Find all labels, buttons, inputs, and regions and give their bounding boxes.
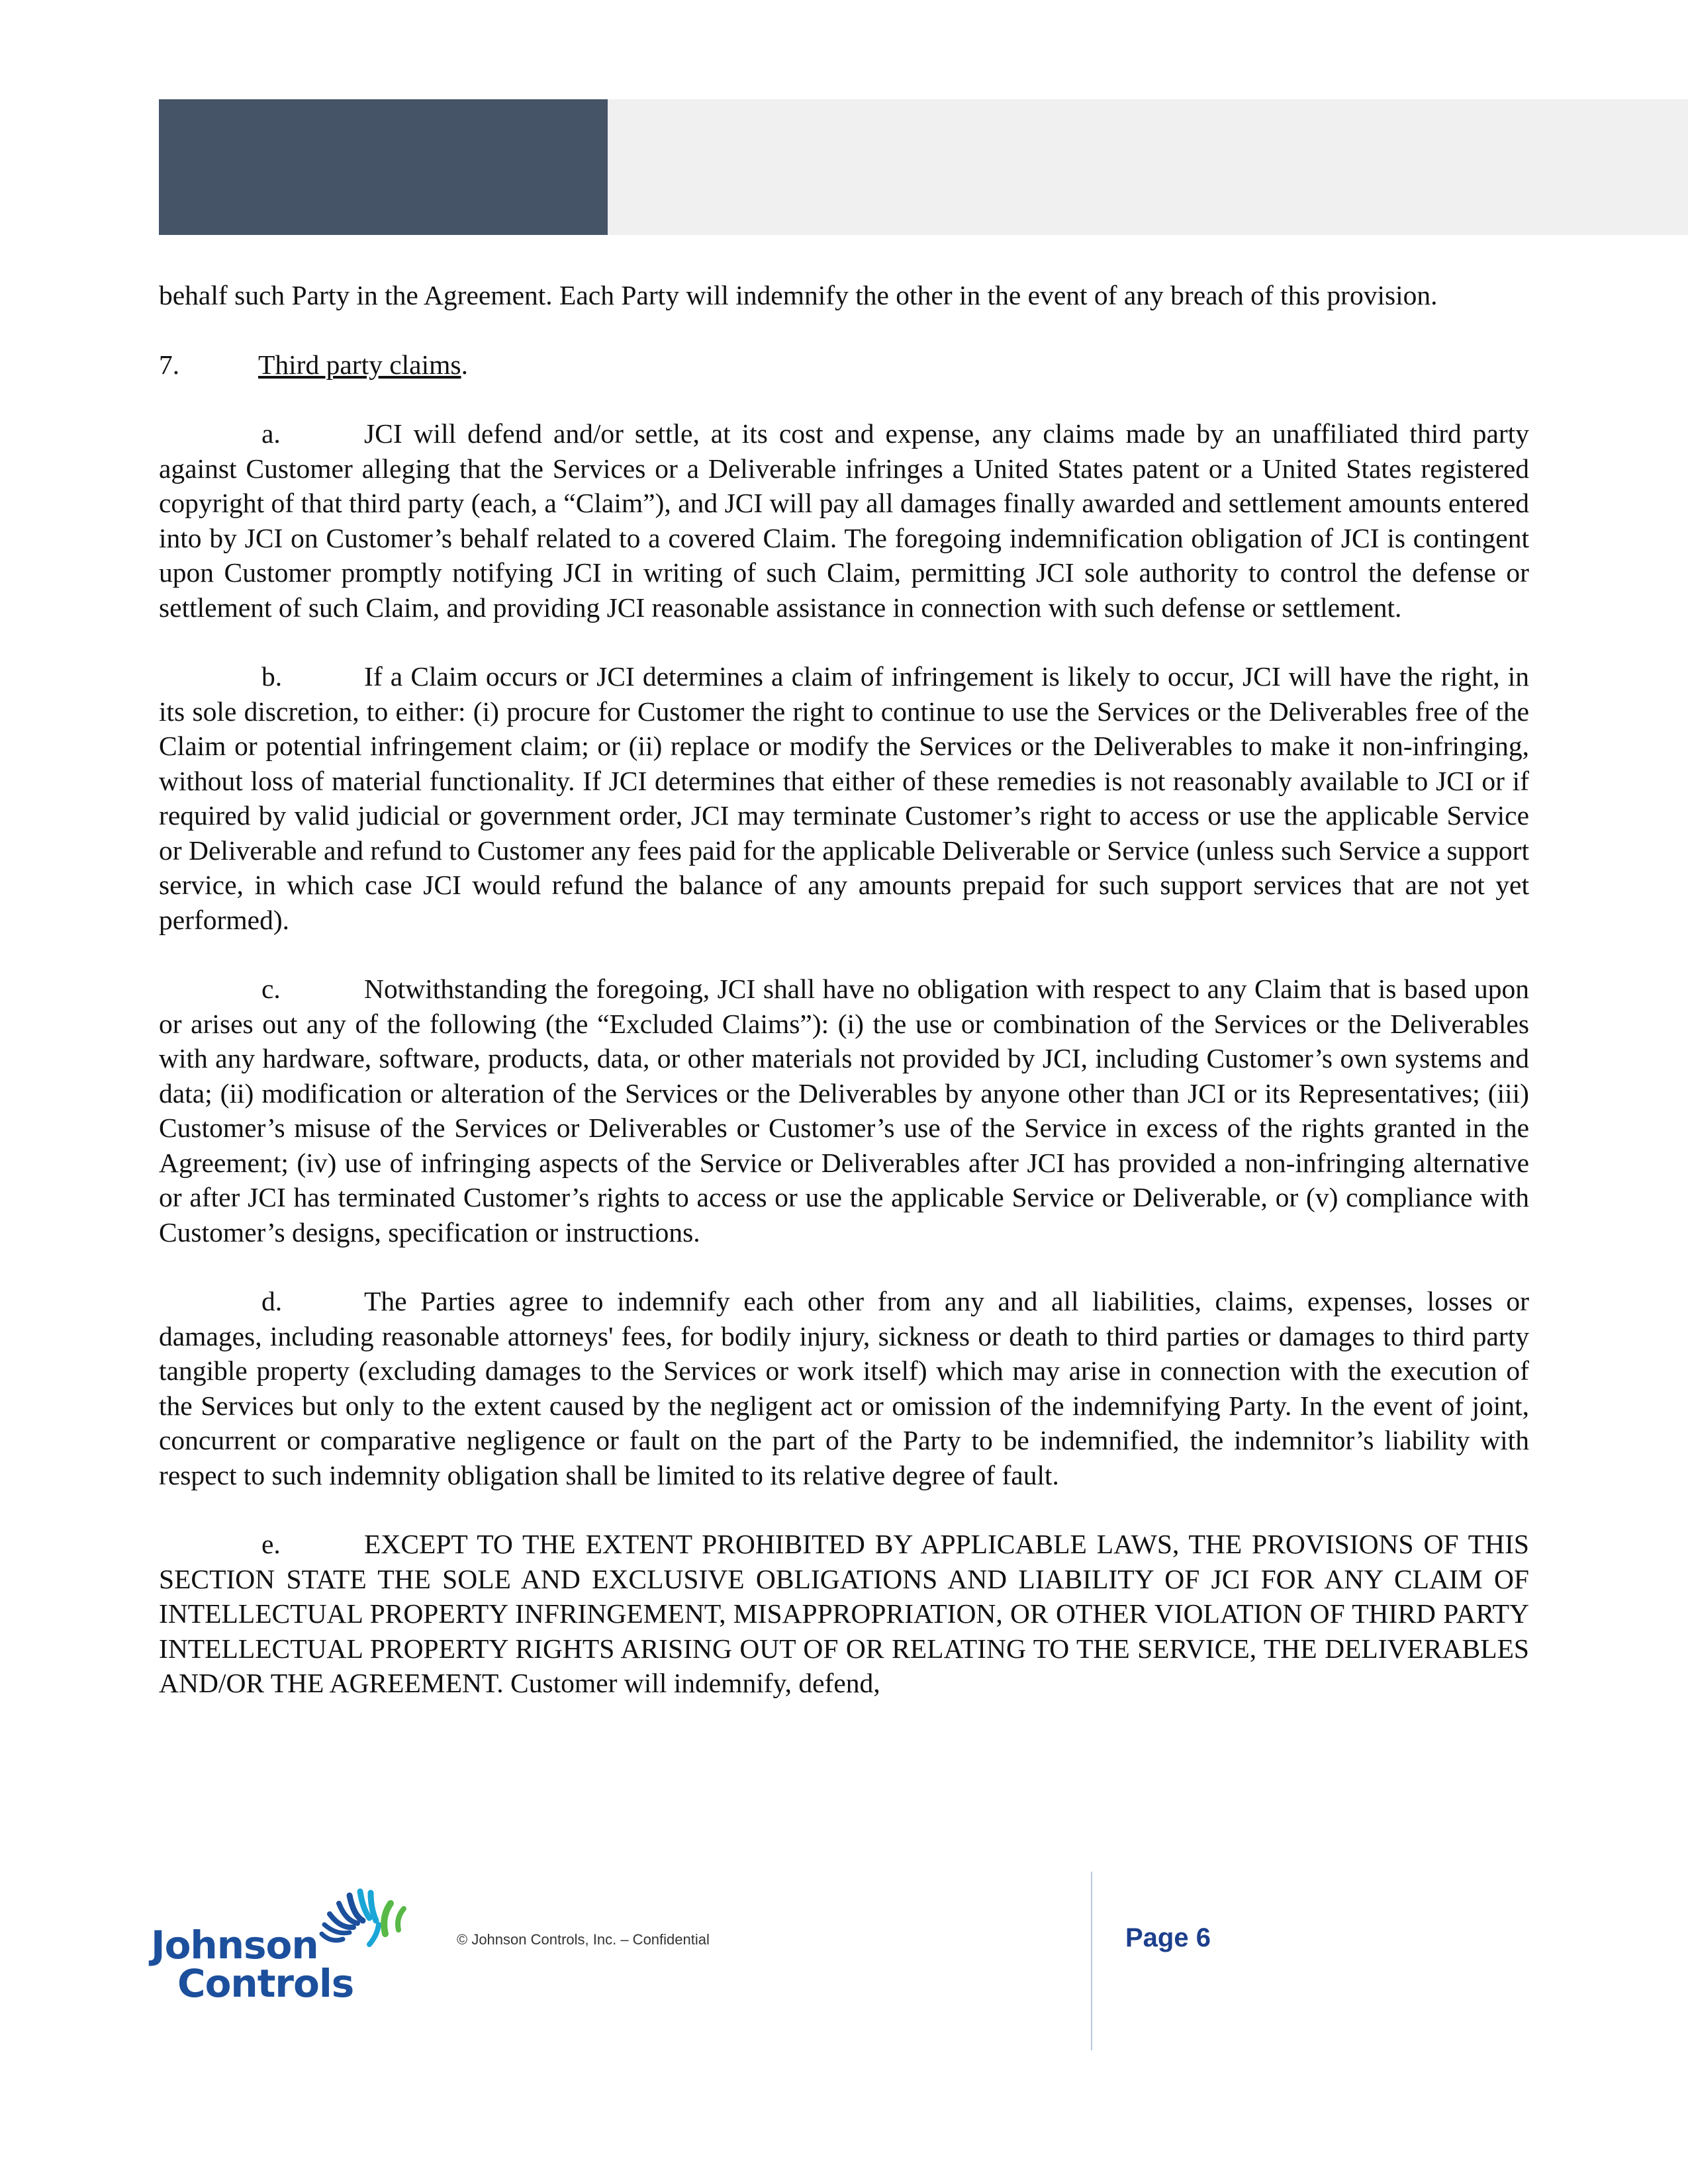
clause-text: If a Claim occurs or JCI determines a claim of infringement is likely to occur, JCI will have the right, in its sole discretion, to either: (i) procure for Customer the right to continue to use the Services or the Deliverables free of the Claim or potential infringement claim; or (ii) replace or modify the Services or the Deliverables to make it non-infringing, without loss of material functionality. If JCI determines that either of these remedies is not reasonably available to JCI or if required by valid judicial or government order, JCI may terminate Customer’s right to access or use the applicable Service or Deliverable and refund to Customer any fees paid for the applicable Deliverable or Service (unless such Service a support service, in which case JCI would refund the balance of any amounts prepaid for such support services that are not yet performed). — [159, 661, 1529, 935]
clause-label: e. — [261, 1529, 281, 1559]
clause-d — [159, 1284, 1529, 1492]
section-title: Third party claims — [258, 349, 461, 380]
johnson-controls-wave-icon — [316, 1886, 409, 1972]
logo-line-2: Controls — [177, 1961, 354, 2006]
document-body — [159, 278, 1529, 1701]
clause-label: a. — [261, 418, 281, 449]
clause-text: Notwithstanding the foregoing, JCI shall have no obligation with respect to any Claim that is based upon or arises out any of the following (the “Excluded Claims”): (i) the use or combination of the Services or the Deliverables with any hardware, software, products, data, or other materials not provided by JCI, including Customer’s own systems and data; (ii) modification or alteration of the Services or the Deliverables by anyone other than JCI or its Representatives; (iii) Customer’s misuse of the Services or Deliverables or Customer’s use of the Service in excess of the rights granted in the Agreement; (iv) use of infringing aspects of the Service or Deliverables after JCI has provided a non-infringing alternative or after JCI has terminated Customer’s rights to access or use the applicable Service or Deliverable, or (v) compliance with Customer’s designs, specification or instructions. — [159, 974, 1529, 1248]
page-number: Page 6 — [1125, 1923, 1211, 1952]
confidential-notice: © Johnson Controls, Inc. – Confidential — [457, 1931, 710, 1948]
section-number: 7. — [159, 349, 180, 380]
clause-label: c. — [261, 974, 281, 1004]
header-light-band — [608, 99, 1688, 235]
section-title-suffix: . — [461, 349, 468, 380]
clause-text: The Parties agree to indemnify each other from any and all liabilities, claims, expenses, losses or damages, including reasonable attorneys' fees, for bodily injury, sickness or death to third parties or damages to third party tangible property (excluding damages to the Services or work itself) which may arise in connection with the execution of the Services but only to the extent caused by the negligent act or omission of the indemnifying Party. In the event of joint, concurrent or comparative negligence or fault on the part of the Party to be indemnified, the indemnitor’s liability with respect to such indemnity obligation shall be limited to its relative degree of fault. — [159, 1286, 1529, 1490]
clause-text: EXCEPT TO THE EXTENT PROHIBITED BY APPLICABLE LAWS, THE PROVISIONS OF THIS SECTION STATE THE SOLE AND EXCLUSIVE OBLIGATIONS AND LIABILITY OF JCI FOR ANY CLAIM OF INTELLECTUAL PROPERTY INFRINGEMENT, MISAPPROPRIATION, OR OTHER VIOLATION OF THIRD PARTY INTELLECTUAL PROPERTY RIGHTS ARISING OUT OF OR RELATING TO THE SERVICE, THE DELIVERABLES AND/OR THE AGREEMENT. Customer will indemnify, defend, — [159, 1529, 1529, 1698]
clause-label: b. — [261, 661, 283, 692]
clause-label: d. — [261, 1286, 283, 1316]
header-dark-band — [159, 99, 608, 235]
footer-divider — [1091, 1872, 1092, 2050]
clause-e — [159, 1527, 1529, 1701]
clause-c — [159, 972, 1529, 1250]
clause-a — [159, 416, 1529, 625]
clause-text: JCI will defend and/or settle, at its cost and expense, any claims made by an unaffiliated third party against Customer alleging that the Services or a Deliverable infringes a United States patent or a United States registered copyright of that third party (each, a “Claim”), and JCI will pay all damages finally awarded and settlement amounts entered into by JCI on Customer’s behalf related to a covered Claim. The foregoing indemnification obligation of JCI is contingent upon Customer promptly notifying JCI in writing of such Claim, permitting JCI sole authority to control the defense or settlement of such Claim, and providing JCI reasonable assistance in connection with such defense or settlement. — [159, 418, 1529, 623]
clause-b — [159, 659, 1529, 937]
logo-line-1: Johnson — [151, 1923, 318, 1968]
company-logo — [151, 1886, 409, 2005]
intro-paragraph: behalf such Party in the Agreement. Each Party will indemnify the other in the event of any breach of this provision. — [159, 280, 1438, 310]
section-heading — [159, 347, 1529, 383]
